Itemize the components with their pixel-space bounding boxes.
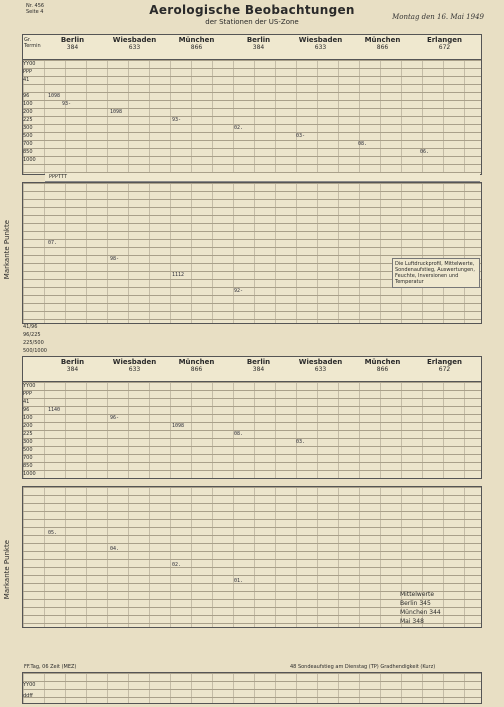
date-handwritten: Montag den 16. Mai 1949 — [392, 13, 484, 21]
station-header — [355, 36, 410, 51]
mittelwerte-box — [400, 590, 441, 626]
handwritten-value: 1098 — [110, 109, 123, 115]
row-label: 200 — [23, 423, 33, 429]
row-label: 96 — [23, 93, 30, 99]
station-header — [169, 36, 224, 51]
handwritten-value: 02. — [234, 125, 244, 131]
upper-standard-levels-grid — [22, 59, 482, 175]
summary-row-label: 500/1000 — [23, 348, 47, 354]
row-label: YY00 — [23, 61, 36, 67]
station-code: 384 — [252, 366, 265, 373]
handwritten-value: 92- — [234, 288, 244, 294]
handwritten-value: 06. — [420, 149, 430, 155]
footer-row-label: ddff — [23, 693, 33, 699]
footer-grid — [22, 672, 482, 704]
row-label: 1000 — [23, 157, 36, 163]
pppt-label: PPPTTT — [49, 174, 68, 180]
row-label: 225 — [23, 431, 33, 437]
station-code: 633 — [128, 366, 141, 373]
station-code: 384 — [66, 366, 79, 373]
station-code: 672 — [438, 44, 451, 51]
station-code: 384 — [66, 44, 79, 51]
mittelwerte-line: Berlin 345 — [400, 600, 431, 607]
row-label: 200 — [23, 109, 33, 115]
station-name: Wiesbaden — [298, 36, 343, 44]
page-title: Aerologische Beobachtungen — [149, 3, 355, 17]
station-name: Wiesbaden — [112, 36, 157, 44]
handwritten-value: 07. — [48, 240, 58, 246]
handwritten-value: 1098 — [172, 423, 185, 429]
station-name: München — [364, 36, 401, 44]
station-name: Erlangen — [426, 358, 463, 366]
station-code: 866 — [190, 44, 203, 51]
station-name: Berlin — [60, 36, 85, 44]
handwritten-value: 03. — [296, 439, 306, 445]
station-header — [45, 36, 100, 51]
row-label: 41 — [23, 399, 30, 405]
pppt-header-row — [45, 173, 480, 182]
handwritten-value: 03- — [296, 133, 306, 139]
station-header — [107, 358, 162, 373]
handwritten-value: 02. — [172, 562, 182, 568]
markante-punkte-label: Markante Punkte — [3, 220, 11, 280]
station-code: 633 — [128, 44, 141, 51]
term-header: Gr. Termin — [24, 37, 41, 49]
station-header — [293, 36, 348, 51]
station-name: München — [178, 36, 215, 44]
row-label: 100 — [23, 415, 33, 421]
row-label: 100 — [23, 101, 33, 107]
footer-left-label: FF.Tag, 06 Zeit (MEZ) — [24, 664, 77, 670]
handwritten-value: 1112 — [172, 272, 185, 278]
station-header — [169, 358, 224, 373]
station-header — [355, 358, 410, 373]
upper-station-header — [22, 34, 482, 60]
station-name: Berlin — [246, 358, 271, 366]
row-label: 300 — [23, 439, 33, 445]
station-header — [293, 358, 348, 373]
summary-row-label: 225/500 — [23, 340, 44, 346]
row-label: 300 — [23, 125, 33, 131]
station-code: 633 — [314, 366, 327, 373]
handwritten-value: 05. — [48, 530, 58, 536]
form-number-text: Nr. 456 — [26, 3, 45, 9]
handwritten-value: 93- — [62, 101, 72, 107]
summary-row-label: 41/96 — [23, 324, 38, 330]
row-label: 500 — [23, 447, 33, 453]
station-code: 672 — [438, 366, 451, 373]
handwritten-value: 01. — [234, 578, 244, 584]
mittelwerte-line: München 344 — [400, 609, 441, 616]
handwritten-value: 98- — [110, 256, 120, 262]
page-subtitle: der Stationen der US-Zone — [205, 18, 299, 26]
station-header — [107, 36, 162, 51]
row-label: 1000 — [23, 471, 36, 477]
station-code: 633 — [314, 44, 327, 51]
station-name: Wiesbaden — [298, 358, 343, 366]
station-code: 866 — [376, 366, 389, 373]
row-label: 700 — [23, 455, 33, 461]
form-sub-text: Seite 4 — [26, 9, 44, 15]
upper-markante-grid — [22, 182, 482, 324]
station-header — [417, 358, 472, 373]
row-label: 850 — [23, 463, 33, 469]
summary-row-label: 96/225 — [23, 332, 41, 338]
station-code: 866 — [190, 366, 203, 373]
station-name: Berlin — [246, 36, 271, 44]
row-label: 96 — [23, 407, 30, 413]
row-label: 850 — [23, 149, 33, 155]
station-name: München — [364, 358, 401, 366]
handwritten-value: 96- — [110, 415, 120, 421]
handwritten-value: 08. — [358, 141, 368, 147]
legend-box: Die Luftdruckprofil, Mittelwerte, Sondenaufstieg, Auswertungen, Feuchte, Inversionen und Temperatur — [392, 258, 480, 288]
footer-row-label: YY00 — [23, 682, 36, 688]
row-label: 225 — [23, 117, 33, 123]
station-header — [45, 358, 100, 373]
lower-standard-levels-grid — [22, 381, 482, 479]
handwritten-value: 1098 — [48, 93, 61, 99]
handwritten-value: 1140 — [48, 407, 61, 413]
station-name: Berlin — [60, 358, 85, 366]
lower-station-header — [22, 356, 482, 382]
row-label: YY00 — [23, 383, 36, 389]
handwritten-value: 08. — [234, 431, 244, 437]
station-code: 384 — [252, 44, 265, 51]
markante-punkte-label-lower: Markante Punkte — [3, 540, 11, 600]
station-header — [417, 36, 472, 51]
mittelwerte-title: Mittelwerte — [400, 591, 435, 598]
row-label: 500 — [23, 133, 33, 139]
station-code: 866 — [376, 44, 389, 51]
handwritten-value: 93- — [172, 117, 182, 123]
station-header — [231, 36, 286, 51]
footer-right-label: 48 Sondeaufstieg am Dienstag (TP) Gradhendigkeit (Kurz) — [290, 664, 436, 670]
mittelwerte-line: Mai 348 — [400, 618, 424, 625]
row-label: 41 — [23, 77, 30, 83]
row-label: PPP — [23, 69, 33, 75]
handwritten-value: 04. — [110, 546, 120, 552]
station-header — [231, 358, 286, 373]
station-name: Erlangen — [426, 36, 463, 44]
station-name: München — [178, 358, 215, 366]
row-label: 700 — [23, 141, 33, 147]
station-name: Wiesbaden — [112, 358, 157, 366]
row-label: PPP — [23, 391, 33, 397]
